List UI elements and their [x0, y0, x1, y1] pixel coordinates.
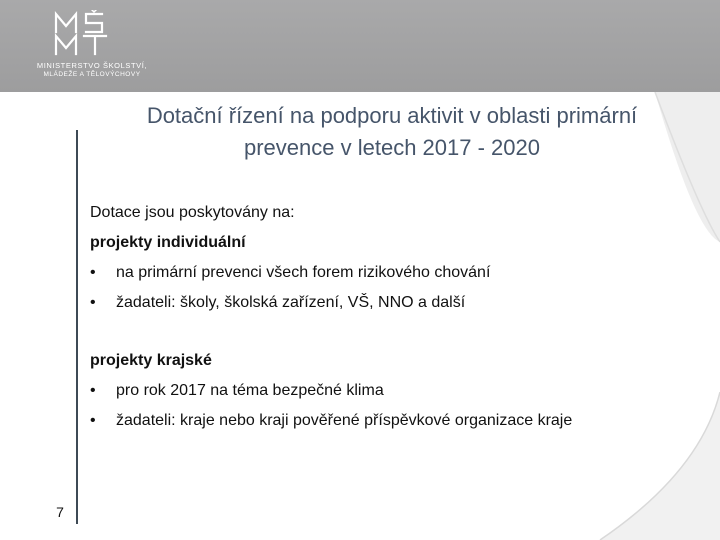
bullet-icon: • — [90, 294, 96, 311]
vertical-rule — [76, 130, 78, 524]
msmt-logo-mark — [52, 10, 112, 58]
bullet-icon: • — [90, 382, 96, 399]
intro-text: Dotace jsou poskytovány na: — [90, 204, 295, 221]
bullet-item — [90, 258, 690, 288]
slide-number: 7 — [56, 504, 64, 520]
bullet-item — [90, 406, 690, 436]
section-heading: projekty individuální — [90, 234, 246, 251]
slide-title-line1: Dotační řízení na podporu aktivit v oblasti primární — [146, 103, 638, 128]
bullet-item — [90, 288, 690, 318]
logo-text-line1: MINISTERSTVO ŠKOLSTVÍ, — [36, 61, 148, 70]
bullet-text: žadateli: kraje nebo kraji pověřené příspěvkové organizace kraje — [116, 412, 573, 429]
logo-text-line2: MLÁDEŽE A TĚLOVÝCHOVY — [43, 71, 141, 78]
bullet-text: pro rok 2017 na téma bezpečné klima — [116, 382, 384, 399]
slide-body — [90, 198, 690, 436]
bullet-icon: • — [90, 412, 96, 429]
bullet-text: na primární prevenci všech forem rizikového chování — [116, 264, 491, 281]
slide-title-line2: prevence v letech 2017 - 2020 — [244, 135, 540, 160]
bullet-text: žadateli: školy, školská zařízení, VŠ, NNO a další — [116, 294, 466, 311]
msmt-logo — [22, 10, 152, 80]
slide-title — [92, 100, 692, 164]
section-heading: projekty krajské — [90, 352, 212, 369]
section-gap — [90, 318, 690, 346]
bullet-item — [90, 376, 690, 406]
bullet-icon: • — [90, 264, 96, 281]
